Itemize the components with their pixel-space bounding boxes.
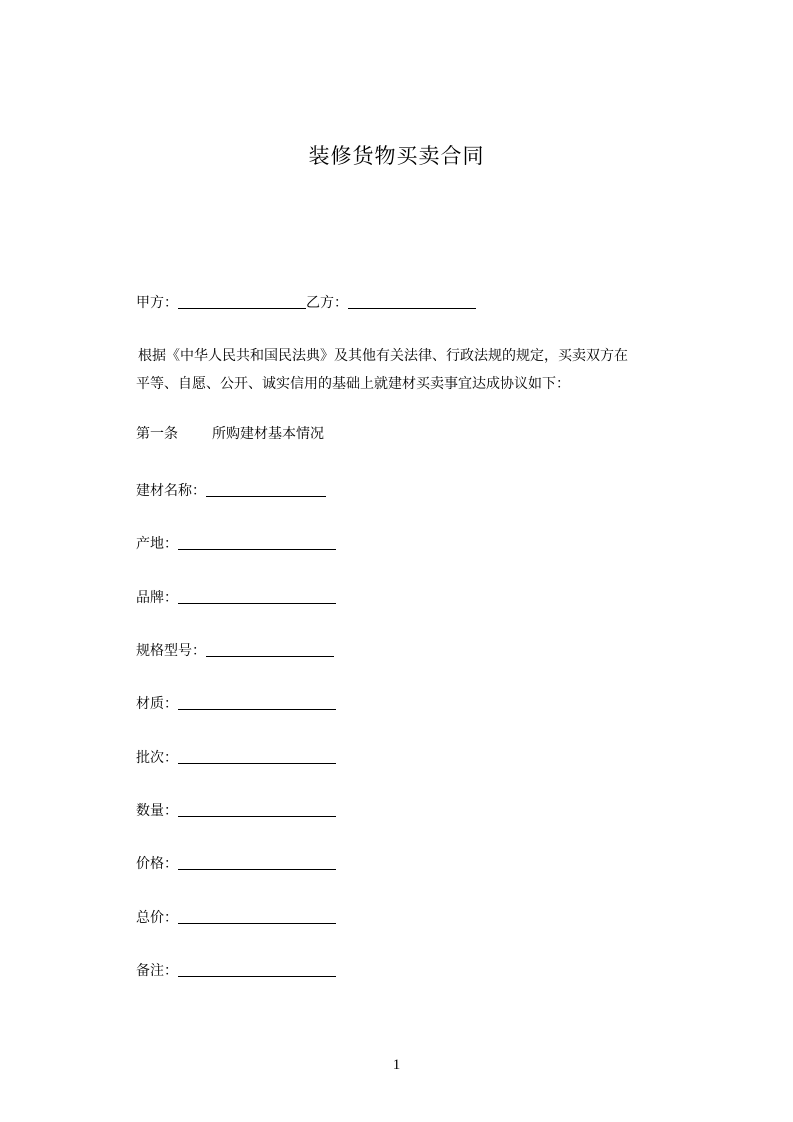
field-quantity xyxy=(136,798,336,821)
quantity-blank[interactable] xyxy=(178,800,336,817)
field-label: 材质： xyxy=(136,696,178,712)
party-b-label: 乙方： xyxy=(306,295,348,311)
field-brand xyxy=(136,585,336,608)
party-a-label: 甲方： xyxy=(136,295,178,311)
document-title: 装修货物买卖合同 xyxy=(308,144,485,168)
field-spec-model xyxy=(136,638,334,661)
field-label: 数量： xyxy=(136,803,178,819)
field-label: 价格： xyxy=(136,856,178,872)
party-a-blank[interactable] xyxy=(178,292,306,309)
price-blank[interactable] xyxy=(178,853,336,870)
field-origin xyxy=(136,531,336,554)
preamble-line-1: 根据《中华人民共和国民法典》及其他有关法律、行政法规的规定，买卖双方在 xyxy=(138,348,628,364)
field-label: 批次： xyxy=(136,750,178,766)
party-b-blank[interactable] xyxy=(348,292,476,309)
preamble-line-2: 平等、自愿、公开、诚实信用的基础上就建材买卖事宜达成协议如下： xyxy=(136,376,570,392)
preamble-paragraph xyxy=(136,342,706,398)
field-label: 备注： xyxy=(136,963,178,979)
field-total-price xyxy=(136,905,336,928)
batch-blank[interactable] xyxy=(178,747,336,764)
field-label: 规格型号： xyxy=(136,643,206,659)
brand-blank[interactable] xyxy=(178,587,336,604)
field-remarks xyxy=(136,958,336,981)
field-label: 建材名称： xyxy=(136,483,206,499)
article-number: 第一条 xyxy=(136,426,178,442)
field-label: 品牌： xyxy=(136,590,178,606)
spec-model-blank[interactable] xyxy=(206,640,334,657)
article-title: 所购建材基本情况 xyxy=(212,426,324,442)
article-1-heading xyxy=(136,424,324,444)
parties-line xyxy=(136,290,476,313)
field-material xyxy=(136,691,336,714)
material-blank[interactable] xyxy=(178,693,336,710)
origin-blank[interactable] xyxy=(178,533,336,550)
remarks-blank[interactable] xyxy=(178,960,336,977)
field-material-name xyxy=(136,478,326,501)
page-number: 1 xyxy=(392,1057,401,1073)
field-label: 总价： xyxy=(136,910,178,926)
field-batch xyxy=(136,745,336,768)
field-price xyxy=(136,851,336,874)
total-price-blank[interactable] xyxy=(178,907,336,924)
field-label: 产地： xyxy=(136,536,178,552)
material-name-blank[interactable] xyxy=(206,480,326,497)
